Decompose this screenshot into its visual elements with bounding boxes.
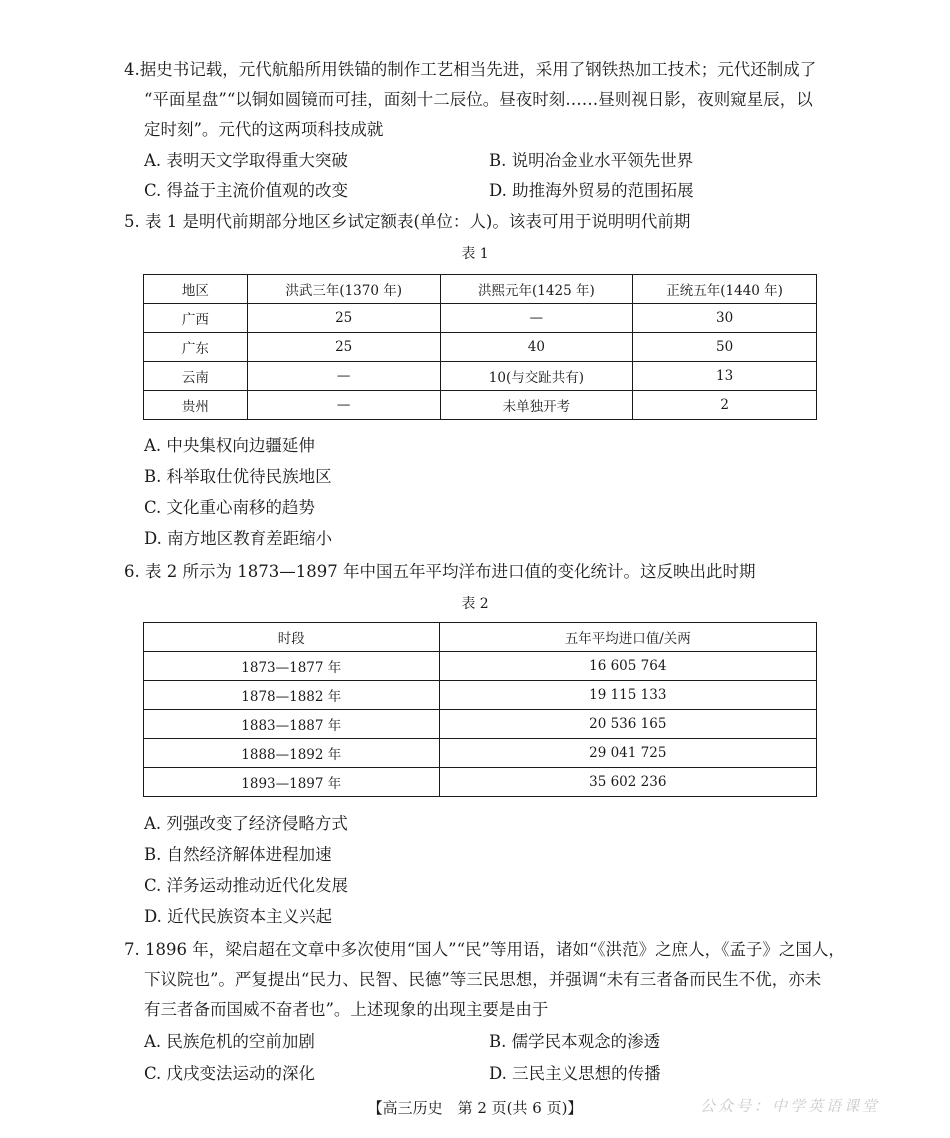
table-cell: 25 bbox=[247, 333, 440, 362]
table-1-caption: 表 1 bbox=[461, 246, 489, 262]
table-row bbox=[144, 304, 817, 333]
table-row bbox=[144, 362, 817, 391]
table-cell: 1888—1892 年 bbox=[144, 739, 440, 768]
table-cell: 25 bbox=[247, 304, 440, 333]
table-cell: 广东 bbox=[144, 333, 248, 362]
page-footer: 【高三历史 第 2 页(共 6 页)】 bbox=[367, 1099, 583, 1117]
q6-stem: 6. 表 2 所示为 1873—1897 年中国五年平均洋布进口值的变化统计。这反映出此时期 bbox=[124, 562, 756, 581]
table-cell: — bbox=[247, 391, 440, 420]
q7-stem-line-3: 有三者备而国威不奋者也”。上述现象的出现主要是由于 bbox=[144, 1000, 549, 1019]
table-row bbox=[144, 739, 817, 768]
table-cell: 贵州 bbox=[144, 391, 248, 420]
table-2-caption: 表 2 bbox=[461, 596, 489, 612]
table-cell: — bbox=[247, 362, 440, 391]
q4-stem-line-1: 4.据史书记载，元代航船所用铁锚的制作工艺相当先进，采用了钢铁热加工技术；元代还制成了 bbox=[124, 60, 817, 79]
table-row bbox=[144, 681, 817, 710]
q6-option-c: C. 洋务运动推动近代化发展 bbox=[144, 876, 349, 895]
table-cell: 广西 bbox=[144, 304, 248, 333]
table-cell: 1873—1877 年 bbox=[144, 652, 440, 681]
table-cell: 35 602 236 bbox=[439, 768, 816, 797]
q7-option-c: C. 戊戌变法运动的深化 bbox=[144, 1064, 316, 1083]
q5-option-b: B. 科举取仕优待民族地区 bbox=[144, 467, 332, 486]
q5-option-d: D. 南方地区教育差距缩小 bbox=[144, 529, 333, 548]
table-cell: 50 bbox=[633, 333, 817, 362]
table-cell: 13 bbox=[633, 362, 817, 391]
table-cell: — bbox=[440, 304, 633, 333]
table-2-header: 五年平均进口值/关两 bbox=[439, 623, 816, 652]
table-cell: 10(与交趾共有) bbox=[440, 362, 633, 391]
table-cell: 1883—1887 年 bbox=[144, 710, 440, 739]
q7-option-d: D. 三民主义思想的传播 bbox=[489, 1064, 661, 1083]
table-row bbox=[144, 710, 817, 739]
table-cell: 1878—1882 年 bbox=[144, 681, 440, 710]
q6-option-a: A. 列强改变了经济侵略方式 bbox=[144, 814, 348, 833]
watermark: 公众号：中学英语课堂 bbox=[700, 1097, 881, 1115]
table-cell: 云南 bbox=[144, 362, 248, 391]
table-cell: 20 536 165 bbox=[439, 710, 816, 739]
table-1-header-row bbox=[144, 275, 817, 304]
table-cell: 1893—1897 年 bbox=[144, 768, 440, 797]
table-2-header: 时段 bbox=[144, 623, 440, 652]
table-cell: 2 bbox=[633, 391, 817, 420]
table-2-header-row bbox=[144, 623, 817, 652]
q6-option-d: D. 近代民族资本主义兴起 bbox=[144, 907, 333, 926]
table-cell: 30 bbox=[633, 304, 817, 333]
q7-stem-line-2: 下议院也”。严复提出“民力、民智、民德”等三民思想，并强调“未有三者备而民生不优，亦未 bbox=[144, 970, 822, 989]
q6-option-b: B. 自然经济解体进程加速 bbox=[144, 845, 332, 864]
q7-option-b: B. 儒学民本观念的渗透 bbox=[489, 1032, 661, 1051]
table-row bbox=[144, 391, 817, 420]
table-1-header: 洪武三年(1370 年) bbox=[247, 275, 440, 304]
table-1-header: 洪熙元年(1425 年) bbox=[440, 275, 633, 304]
q5-option-a: A. 中央集权向边疆延伸 bbox=[144, 436, 315, 455]
q4-option-d: D. 助推海外贸易的范围拓展 bbox=[489, 181, 694, 200]
table-1-header: 正统五年(1440 年) bbox=[633, 275, 817, 304]
table-row bbox=[144, 333, 817, 362]
q4-option-b: B. 说明冶金业水平领先世界 bbox=[489, 151, 694, 170]
table-cell: 16 605 764 bbox=[439, 652, 816, 681]
table-cell: 19 115 133 bbox=[439, 681, 816, 710]
q4-stem-line-2: “平面星盘”“以铜如圆镜而可挂，面刻十二辰位。昼夜时刻……昼则视日影，夜则窥星辰，以 bbox=[144, 90, 813, 109]
q5-stem: 5. 表 1 是明代前期部分地区乡试定额表(单位：人)。该表可用于说明明代前期 bbox=[124, 212, 691, 231]
table-2 bbox=[143, 622, 817, 797]
table-1-header: 地区 bbox=[144, 275, 248, 304]
table-1 bbox=[143, 274, 817, 420]
table-row bbox=[144, 652, 817, 681]
q7-option-a: A. 民族危机的空前加剧 bbox=[144, 1032, 315, 1051]
q4-stem-line-3: 定时刻”。元代的这两项科技成就 bbox=[144, 120, 384, 139]
q4-option-a: A. 表明天文学取得重大突破 bbox=[144, 151, 348, 170]
table-cell: 29 041 725 bbox=[439, 739, 816, 768]
q4-option-c: C. 得益于主流价值观的改变 bbox=[144, 181, 349, 200]
q7-stem-line-1: 7. 1896 年，梁启超在文章中多次使用“国人”“民”等用语，诸如“《洪范》之庶人，《孟子》之国人， bbox=[124, 940, 845, 959]
table-cell: 40 bbox=[440, 333, 633, 362]
table-cell: 未单独开考 bbox=[440, 391, 633, 420]
table-row bbox=[144, 768, 817, 797]
q5-option-c: C. 文化重心南移的趋势 bbox=[144, 498, 316, 517]
